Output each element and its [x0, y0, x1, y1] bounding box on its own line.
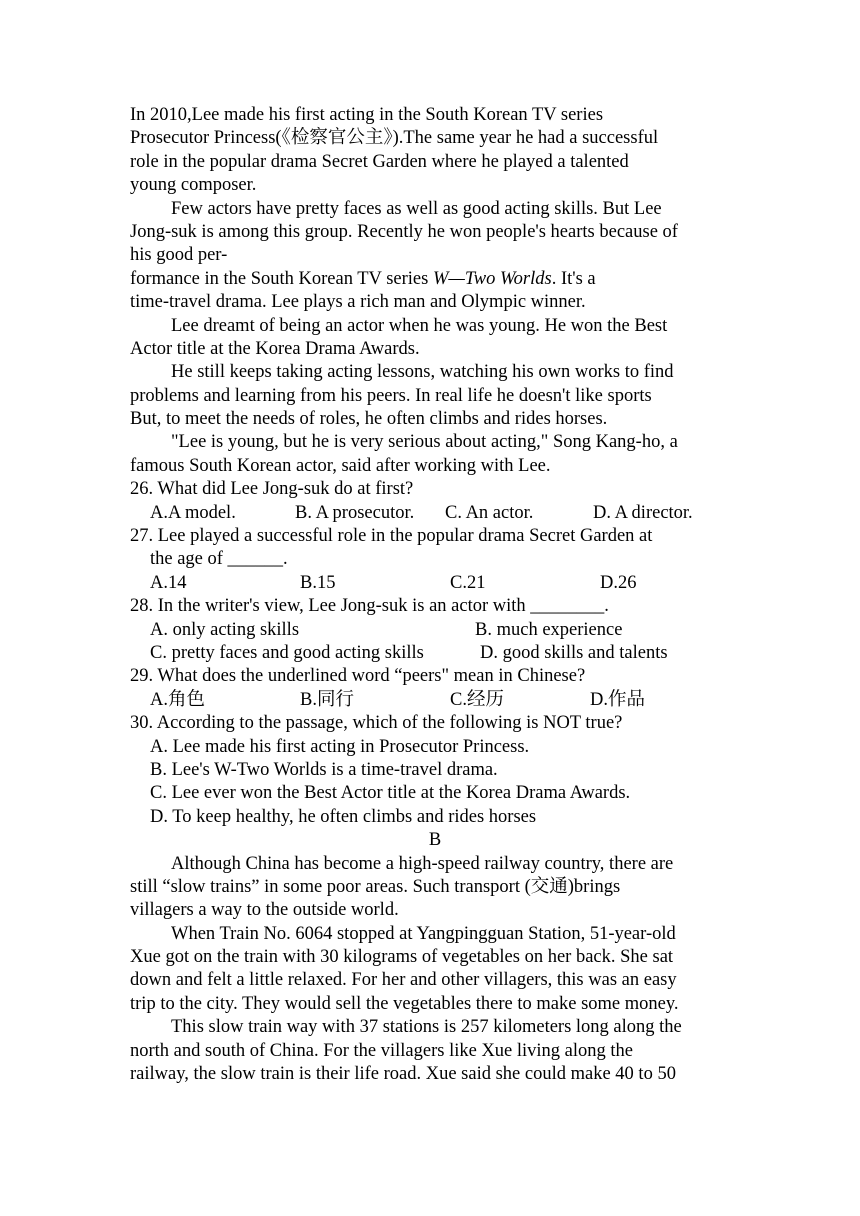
option-c: C. An actor.	[445, 502, 534, 523]
question-stem-continued: the age of ______.	[150, 549, 288, 570]
options-row	[130, 642, 740, 665]
text-segment: . It's a	[551, 268, 596, 289]
option-b: B. A prosecutor.	[295, 502, 415, 523]
option-a: A.A model.	[150, 502, 236, 523]
text-line: railway, the slow train is their life road. Xue said she could make 40 to 50	[130, 1064, 676, 1085]
text-line: still “slow trains” in some poor areas. Such transport (交通)brings	[130, 876, 621, 897]
text-segment: formance in the South Korean TV series	[130, 268, 433, 289]
passage-b-paragraph-3	[130, 1016, 740, 1086]
option-a: A.14	[150, 572, 187, 593]
question-26	[130, 478, 740, 525]
passage-a-paragraph-4	[130, 361, 740, 431]
question-28	[130, 595, 740, 665]
text-line: down and felt a little relaxed. For her and other villagers, this was an easy	[130, 970, 677, 991]
text-line: north and south of China. For the villagers like Xue living along the	[130, 1040, 634, 1061]
option-c: C.21	[450, 572, 486, 593]
question-stem: 28. In the writer's view, Lee Jong-suk is an actor with ________.	[130, 596, 609, 617]
text-line: Although China has become a high-speed railway country, there are	[171, 853, 674, 874]
text-line: young composer.	[130, 175, 257, 196]
text-line: Few actors have pretty faces as well as good acting skills. But Lee	[171, 198, 662, 219]
option-d: D. To keep healthy, he often climbs and rides horses	[150, 806, 537, 827]
question-stem: 27. Lee played a successful role in the popular drama Secret Garden at	[130, 526, 653, 547]
option-d: D. A director.	[593, 502, 693, 523]
text-line: Prosecutor Princess(《检察官公主》).The same year he had a successful	[130, 128, 659, 149]
options-row	[130, 619, 740, 642]
text-line: Actor title at the Korea Drama Awards.	[130, 338, 420, 359]
question-stem: 30. According to the passage, which of the following is NOT true?	[130, 713, 623, 734]
text-line: When Train No. 6064 stopped at Yangpingguan Station, 51-year-old	[171, 923, 676, 944]
option-a: A. Lee made his first acting in Prosecutor Princess.	[150, 736, 530, 757]
text-line: Xue got on the train with 30 kilograms of vegetables on her back. She sat	[130, 947, 674, 968]
options-row	[130, 502, 740, 525]
question-30	[130, 712, 740, 829]
question-27	[130, 525, 740, 595]
text-line: villagers a way to the outside world.	[130, 900, 399, 921]
text-line: time-travel drama. Lee plays a rich man and Olympic winner.	[130, 292, 586, 313]
options-row	[130, 689, 740, 712]
text-line: "Lee is young, but he is very serious about acting," Song Kang-ho, a	[171, 432, 678, 453]
passage-a-paragraph-5	[130, 431, 740, 478]
passage-b-paragraph-2	[130, 923, 740, 1017]
option-d: D. good skills and talents	[480, 642, 668, 663]
option-c: C.经历	[450, 689, 504, 710]
option-a: A. only acting skills	[150, 619, 300, 640]
option-c: C. Lee ever won the Best Actor title at the Korea Drama Awards.	[150, 783, 631, 804]
option-b: B. Lee's W-Two Worlds is a time-travel drama.	[150, 759, 498, 780]
option-d: D.26	[600, 572, 637, 593]
text-line: But, to meet the needs of roles, he often climbs and rides horses.	[130, 409, 608, 430]
question-stem: 29. What does the underlined word “peers" mean in Chinese?	[130, 666, 586, 687]
text-line	[130, 268, 740, 291]
section-b-heading: B	[428, 830, 442, 851]
passage-a-paragraph-1	[130, 104, 740, 198]
option-a: A.角色	[150, 689, 205, 710]
text-line: Lee dreamt of being an actor when he was young. He won the Best	[171, 315, 668, 336]
passage-a-paragraph-3	[130, 315, 740, 362]
option-b: B.15	[300, 572, 336, 593]
text-line: role in the popular drama Secret Garden where he played a talented	[130, 151, 629, 172]
text-line: trip to the city. They would sell the vegetables there to make some money.	[130, 993, 679, 1014]
text-line: In 2010,Lee made his first acting in the South Korean TV series	[130, 105, 604, 125]
text-line: This slow train way with 37 stations is 257 kilometers long along the	[171, 1017, 682, 1038]
question-stem: 26. What did Lee Jong-suk do at first?	[130, 479, 414, 500]
options-row	[130, 572, 740, 595]
passage-b-paragraph-1	[130, 853, 740, 923]
text-line: famous South Korean actor, said after working with Lee.	[130, 455, 551, 476]
question-29	[130, 665, 740, 712]
document-content	[130, 104, 740, 1086]
passage-a-paragraph-2	[130, 198, 740, 315]
option-b: B. much experience	[475, 619, 623, 640]
text-line: He still keeps taking acting lessons, watching his own works to find	[171, 362, 674, 383]
text-line: his good per-	[130, 245, 228, 266]
series-title-italic: W—Two Worlds	[432, 268, 552, 289]
text-line: Jong-suk is among this group. Recently he won people's hearts because of	[130, 221, 678, 242]
option-d: D.作品	[590, 689, 645, 710]
option-c: C. pretty faces and good acting skills	[150, 642, 424, 663]
option-b: B.同行	[300, 689, 354, 710]
text-line: problems and learning from his peers. In real life he doesn't like sports	[130, 385, 652, 406]
